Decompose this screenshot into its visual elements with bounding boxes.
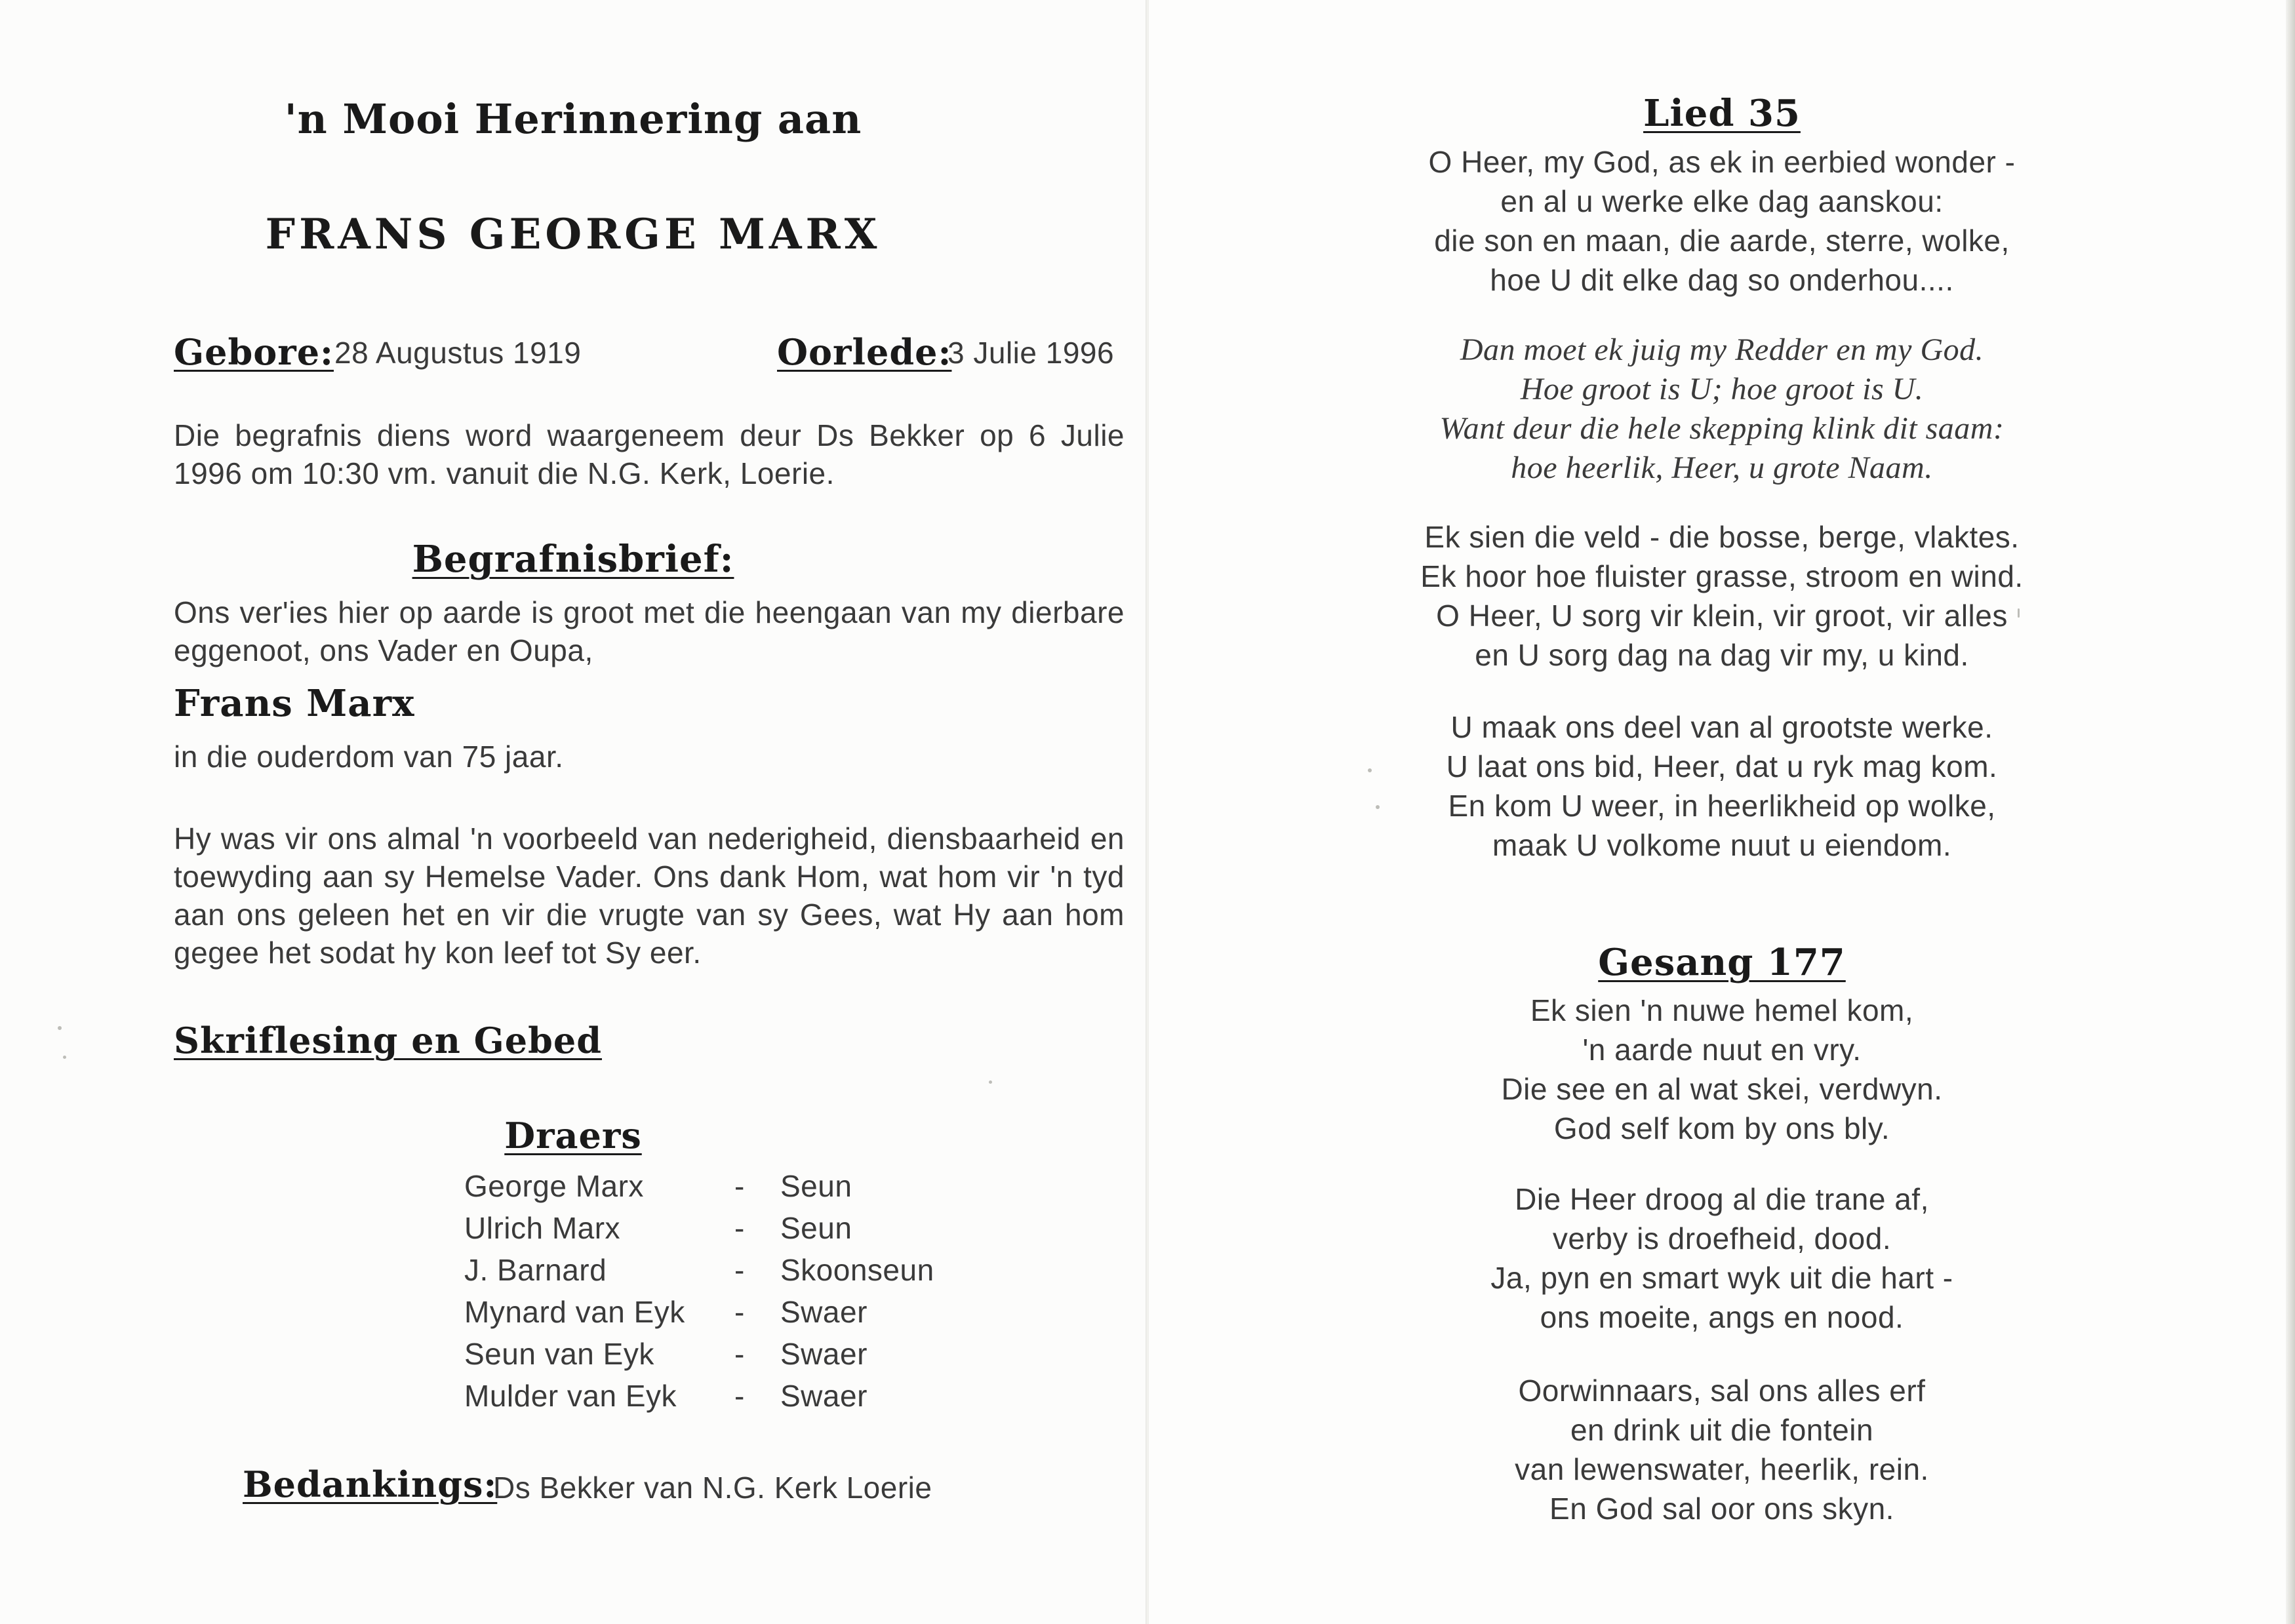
bearers-heading-text: Draers: [504, 1115, 642, 1157]
bearer-dash: -: [734, 1253, 745, 1287]
verse-line: Ek sien 'n nuwe hemel kom,: [1530, 993, 1914, 1027]
bearer-name: Ulrich Marx: [464, 1211, 621, 1245]
hymn1-title: [1149, 92, 2295, 135]
bearer-name: Mynard van Eyk: [464, 1295, 685, 1329]
verse-line: Die Heer droog al die trane af,: [1515, 1182, 1929, 1216]
bearer-name: George Marx: [464, 1169, 644, 1203]
bearer-relation: Swaer: [780, 1295, 868, 1329]
thanks-value: Ds Bekker van N.G. Kerk Loerie: [493, 1471, 932, 1505]
verse-line: en drink uit die fontein: [1570, 1413, 1874, 1447]
bearer-name: Mulder van Eyk: [464, 1379, 677, 1413]
bearer-row: [464, 1377, 989, 1419]
letter-heading-text: Begrafnisbrief:: [412, 538, 734, 581]
hymn1-verse1: [1149, 143, 2295, 300]
paper-speck: [2018, 608, 2020, 618]
verse-line: Hoe groot is U; hoe groot is U.: [1520, 372, 1924, 406]
tribute-paragraph: Hy was vir ons almal 'n voorbeeld van nederigheid, diensbaarheid en toewyding aan sy Hemelse Vader. Ons dank Hom, wat hom vir 'n tyd aan ons geleen het en vir die vrugte van sy Gees, wat Hy aan hom gegee het sodat hy kon leef tot Sy eer.: [174, 822, 1125, 970]
verse-line: En God sal oor ons skyn.: [1549, 1492, 1894, 1526]
hymn2-title-text: Gesang 177: [1598, 941, 1846, 984]
hymn1-title-text: Lied 35: [1643, 92, 1801, 135]
verse-line: en U sorg dag na dag vir my, u kind.: [1475, 638, 1969, 672]
verse-line: O Heer, U sorg vir klein, vir groot, vir alles: [1436, 599, 2008, 633]
verse-line: Ek hoor hoe fluister grasse, stroom en wind.: [1420, 559, 2024, 593]
letter-heading: [0, 538, 1146, 581]
paper-speck: [989, 1080, 992, 1084]
dates-row: [174, 331, 1125, 377]
bearer-name: J. Barnard: [464, 1253, 607, 1287]
letter-paragraph: Ons ver'ies hier op aarde is groot met die heengaan van my dierbare eggenoot, ons Vader en Oupa,: [174, 595, 1125, 667]
hymn1-verse3: [1149, 708, 2295, 865]
bearer-relation: Swaer: [780, 1379, 868, 1413]
hymn2-verse3: [1149, 1372, 2295, 1529]
verse-line: U maak ons deel van al grootste werke.: [1450, 710, 1993, 744]
verse-line: Dan moet ek juig my Redder en my God.: [1460, 332, 1984, 367]
age-text: in die ouderdom van 75 jaar.: [174, 740, 564, 774]
bearer-row: [464, 1167, 989, 1209]
bearer-dash: -: [734, 1379, 745, 1413]
bearers-heading: [0, 1115, 1146, 1157]
bearer-dash: -: [734, 1211, 745, 1245]
bearer-relation: Seun: [780, 1211, 852, 1245]
deceased-short-name: Frans Marx: [174, 682, 415, 725]
verse-line: ons moeite, angs en nood.: [1540, 1300, 1904, 1334]
verse-line: en al u werke elke dag aanskou:: [1500, 184, 1944, 218]
hymn2-title: [1149, 941, 2295, 984]
hymn1-chorus: [1149, 331, 2295, 488]
paper-speck: [63, 1056, 66, 1059]
verse-line: Die see en al wat skei, verdwyn.: [1501, 1072, 1943, 1106]
paper-speck: [58, 1026, 62, 1030]
funeral-paragraph: Die begrafnis diens word waargeneem deur Ds Bekker op 6 Julie 1996 om 10:30 vm. vanuit die N.G. Kerk, Loerie.: [174, 418, 1125, 490]
verse-line: maak U volkome nuut u eiendom.: [1492, 828, 1952, 862]
died-label: Oorlede:: [777, 331, 952, 373]
born-label: Gebore:: [174, 331, 334, 373]
bearer-dash: -: [734, 1295, 745, 1329]
bearer-row: [464, 1293, 989, 1335]
bearer-row: [464, 1335, 989, 1377]
verse-line: Oorwinnaars, sal ons alles erf: [1518, 1374, 1926, 1408]
verse-line: hoe U dit elke dag so onderhou....: [1490, 263, 1954, 297]
paper-speck: [1368, 768, 1372, 772]
hymn2-verse2: [1149, 1180, 2295, 1337]
verse-line: Ja, pyn en smart wyk uit die hart -: [1490, 1261, 1953, 1295]
bearer-dash: -: [734, 1169, 745, 1203]
verse-line: 'n aarde nuut en vry.: [1582, 1033, 1862, 1067]
died-value: 3 Julie 1996: [948, 336, 1115, 370]
paper-speck: [1376, 805, 1380, 809]
verse-line: verby is droefheid, dood.: [1552, 1221, 1892, 1256]
verse-line: U laat ons bid, Heer, dat u ryk mag kom.: [1446, 749, 1998, 783]
bearer-dash: -: [734, 1337, 745, 1371]
left-page: [0, 0, 1146, 1624]
verse-line: God self kom by ons bly.: [1553, 1111, 1890, 1145]
bearer-row: [464, 1251, 989, 1293]
right-page: [1149, 0, 2295, 1624]
hymn2-verse1: [1149, 991, 2295, 1149]
bearer-relation: Seun: [780, 1169, 852, 1203]
bearer-relation: Swaer: [780, 1337, 868, 1371]
bearer-relation: Skoonseun: [780, 1253, 934, 1287]
paper-edge: [2286, 0, 2295, 1624]
thanks-label: Bedankings:: [243, 1463, 498, 1505]
hymn1-verse2: [1149, 518, 2295, 675]
verse-line: En kom U weer, in heerlikheid op wolke,: [1448, 789, 1996, 823]
verse-line: die son en maan, die aarde, sterre, wolke,: [1434, 224, 2010, 258]
memorial-heading: 'n Mooi Herinnering aan: [284, 95, 862, 143]
verse-line: hoe heerlik, Heer, u grote Naam.: [1511, 450, 1933, 485]
born-value: 28 Augustus 1919: [334, 336, 582, 370]
verse-line: Want deur die hele skepping klink dit saam:: [1439, 411, 2005, 446]
bearer-row: [464, 1209, 989, 1251]
verse-line: Ek sien die veld - die bosse, berge, vlaktes.: [1424, 520, 2020, 554]
verse-line: van lewenswater, heerlik, rein.: [1515, 1452, 1929, 1486]
verse-line: O Heer, my God, as ek in eerbied wonder -: [1428, 145, 2016, 179]
reading-heading: Skriflesing en Gebed: [174, 1020, 602, 1061]
bearer-name: Seun van Eyk: [464, 1337, 654, 1371]
deceased-full-name: FRANS GEORGE MARX: [265, 210, 881, 259]
bearers-list: [464, 1167, 989, 1419]
